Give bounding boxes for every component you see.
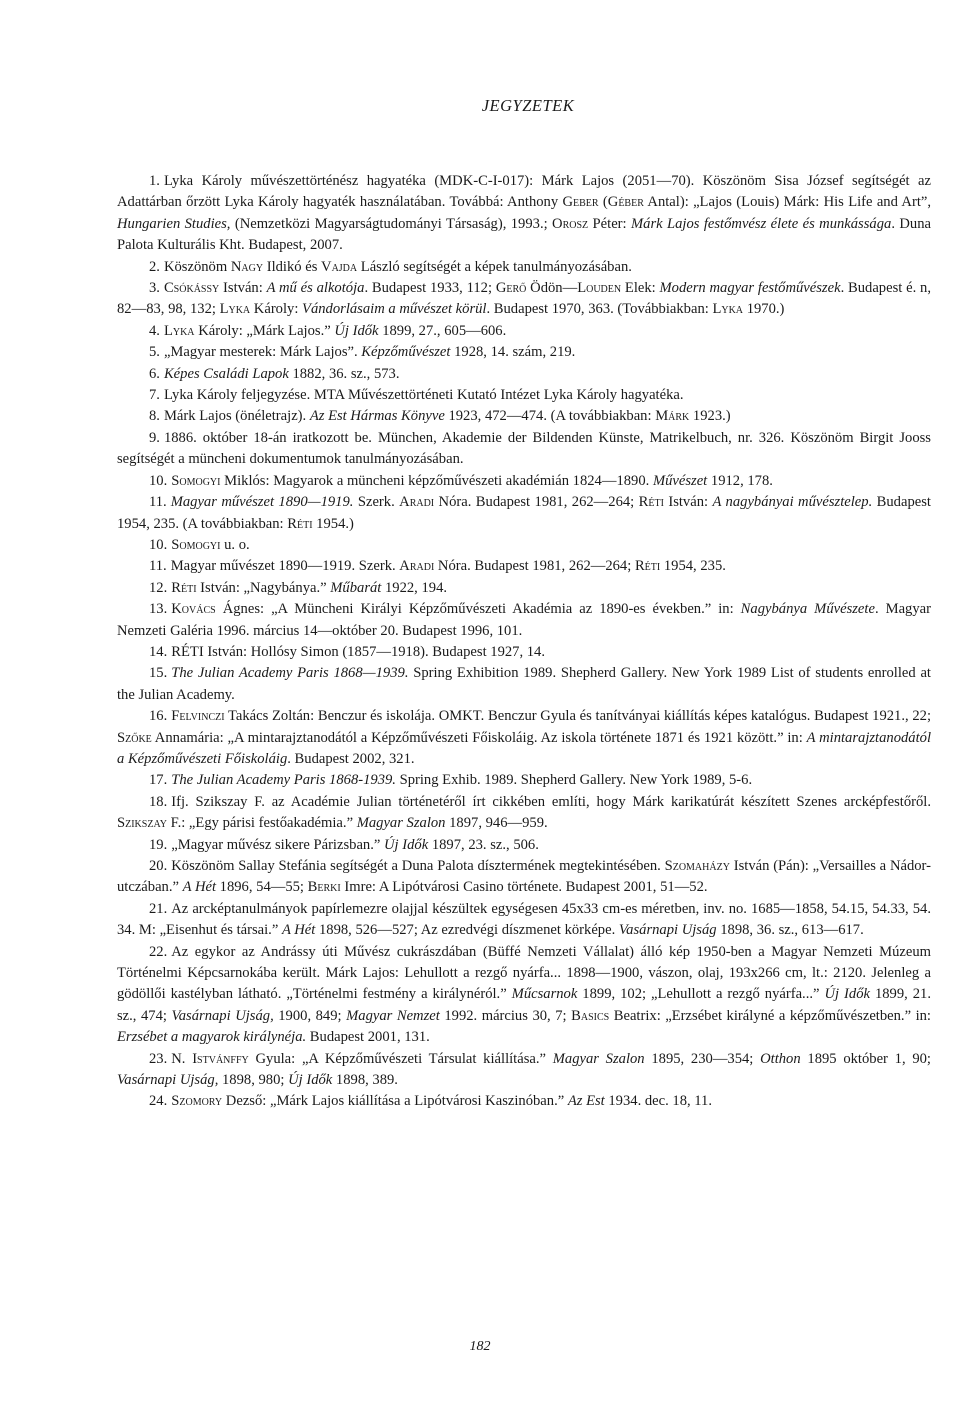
footnote-number: 15.: [149, 665, 168, 682]
footnote-text: Köszönöm Sallay Stefánia segítségét a Duna Palota dísztermének megtekintésében.: [171, 858, 665, 874]
footnote-text: F.: „Egy párisi festőakadémia.”: [166, 815, 357, 832]
author-name: Szikszay: [117, 815, 167, 832]
italic-title: Otthon: [760, 1050, 801, 1067]
footnote: [117, 492, 931, 535]
italic-title: Az Est: [567, 1093, 605, 1110]
footnote-text: Spring Exhibition 1989. Shepherd Gallery. New York 1989 List of students enrolled at the Julian Academy.: [117, 665, 931, 703]
footnote-text: Péter:: [588, 215, 631, 232]
italic-title: Az Est Hármas Könyve: [309, 408, 445, 425]
page-number: 182: [469, 1339, 491, 1354]
footnote-number: 10.: [149, 472, 168, 489]
footnote: [117, 278, 931, 321]
footnote: [117, 321, 931, 342]
footnote: [117, 792, 931, 835]
author-name: Réti: [638, 494, 664, 511]
footnote-text: István: „Nagybánya.”: [196, 579, 331, 596]
footnote: [117, 642, 931, 663]
footnote-text: Elek:: [621, 280, 660, 297]
footnote-text: Ildikó és: [263, 258, 322, 275]
author-name: Réti: [171, 579, 197, 596]
author-name: Kovács: [171, 601, 216, 618]
author-name: Felvinczi: [171, 708, 225, 725]
footnote-number: 18.: [149, 793, 168, 810]
footnote-number: 22.: [149, 943, 168, 960]
footnote-text: 1898, 36. sz., 613—617.: [716, 922, 864, 939]
footnote-text: . Magyar Nemzeti Galéria 1996. március 14—október 20. Budapest 1996, 101.: [117, 601, 931, 639]
footnote: [117, 663, 931, 706]
footnote: [117, 578, 931, 599]
footnote: [117, 385, 931, 406]
footnote-text: . Budapest 2002, 321.: [287, 750, 415, 767]
footnote-text: Márk Lajos (önéletrajz).: [163, 408, 310, 425]
footnote-number: 10.: [149, 536, 168, 553]
footnote-number: 2.: [149, 258, 160, 275]
notes-page: [117, 96, 931, 1113]
author-name: Márk: [655, 408, 690, 425]
author-name: Vajda: [321, 258, 358, 275]
author-name: Szomory: [171, 1093, 223, 1110]
footnote-number: 20.: [149, 858, 168, 874]
author-name: Istvánffy: [192, 1050, 249, 1067]
footnote-text: 1922, 194.: [381, 579, 448, 596]
footnote-text: 1970.): [743, 301, 785, 318]
footnote: [117, 599, 931, 642]
footnote-text: 1895 október 1, 90;: [800, 1050, 931, 1067]
footnote: [117, 471, 931, 492]
author-name: Somogyi: [171, 472, 221, 489]
footnote-text: Szerk.: [353, 494, 400, 511]
italic-title: Műbarát: [330, 579, 382, 596]
footnote-text: Nóra. Budapest 1981, 262—264;: [434, 558, 635, 575]
italic-title: Műcsarnok: [511, 986, 578, 1003]
footnote-number: 19.: [149, 836, 168, 853]
footnote-text: Az egykor az Andrássy úti Művész cukrászdában (Büffé Nemzeti Vállalat) álló kép 1950-ben a Magyar Nemzeti Múzeum Történelmi Képcsarnokába került. Márk Lajos: Lehullott a rezgő nyárfa... 1898—1900, vászon, olaj, 193x266 cm, lt.: 2120. Jelenleg a gödöllői kastélyban látható. „Történelmi festmény a királynéról.”: [117, 943, 931, 1003]
footnote-text: László segítségét a képek tanulmányozásában.: [357, 258, 632, 275]
footnote-number: 4.: [149, 322, 160, 339]
footnote-text: . Budapest 1970, 363. (Továbbiakban:: [486, 301, 713, 318]
footnote-text: Annamária: „A mintarajztanodától a Képzőművészeti Főiskoláig. Az iskola története 1871 és 1921 között.” in:: [151, 729, 807, 746]
footnote-text: Miklós: Magyarok a müncheni képzőművészeti akadémián 1824—1890.: [220, 472, 653, 489]
footnote-text: . Budapest é. n, 82—83, 98, 132;: [117, 280, 931, 318]
footnote-text: Beatrix: „Erzsébet királyné a képzőművészetben.” in:: [609, 1007, 931, 1024]
footnote-text: Lyka Károly feljegyzése. MTA Művészettörténeti Kutató Intézet Lyka Károly hagyatéka.: [163, 387, 684, 404]
italic-title: A mintarajztanodától a Képzőművészeti Főiskoláig: [117, 729, 932, 767]
footnote-text: 1912, 178.: [707, 472, 773, 489]
author-name: Lyka: [219, 301, 251, 318]
footnote-number: 11.: [149, 558, 167, 575]
footnote: [117, 428, 931, 471]
footnote-text: 1898, 526—527; Az ezredvégi díszmenet körképe.: [315, 922, 619, 939]
footnote-text: „Magyar mesterek: Márk Lajos”.: [163, 344, 362, 361]
italic-title: Vasárnapi Ujság: [618, 922, 717, 939]
italic-title: The Julian Academy Paris 1868—1939.: [171, 665, 409, 682]
footnote-text: 1898, 980;: [218, 1072, 289, 1089]
footnote-number: 13.: [149, 601, 168, 618]
footnote-text: Gyula: „A Képzőművészeti Társulat kiállítása.”: [248, 1050, 553, 1067]
footnote-text: Károly:: [250, 301, 303, 318]
author-name: Aradi: [399, 494, 435, 511]
footnote-text: Ágnes: „A Müncheni Királyi Képzőművészeti Akadémia az 1890-es években.” in:: [215, 601, 741, 618]
footnote-text: Dezső: „Márk Lajos kiállítása a Lipótvárosi Kaszinóban.”: [222, 1093, 568, 1110]
footnote-text: 1954.): [312, 515, 354, 532]
author-name: Somogyi: [171, 536, 221, 553]
italic-title: Magyar Szalon: [356, 815, 446, 832]
author-name: Gerő: [495, 280, 527, 297]
footnote-text: 1899, 102; „Lehullott a rezgő nyárfa...”: [577, 986, 825, 1003]
footnote-number: 21.: [149, 900, 168, 917]
footnote: [117, 1091, 931, 1112]
author-name: Louden: [577, 280, 622, 297]
italic-title: Vasárnapi Ujság,: [117, 1072, 219, 1089]
italic-title: Márk Lajos festőmvész élete és munkássága: [631, 215, 892, 232]
footnote-text: Spring Exhib. 1989. Shepherd Gallery. New York 1989, 5-6.: [395, 772, 753, 789]
footnote: [117, 835, 931, 856]
italic-title: Nagybánya Művészete: [740, 601, 875, 618]
footnote-text: 1897, 23. sz., 506.: [428, 836, 539, 853]
footnote-text: Budapest 2001, 131.: [306, 1029, 430, 1046]
footnote-number: 16.: [149, 708, 168, 725]
italic-title: Új Idők: [824, 986, 870, 1003]
author-name: Réti: [634, 558, 661, 575]
footnote-number: 8.: [149, 408, 160, 425]
author-name: Géber: [607, 194, 644, 211]
italic-title: Erzsébet a magyarok királynéja.: [117, 1029, 307, 1046]
footnote-text: 1992. március 30, 7;: [439, 1007, 572, 1024]
footnote-text: Imre: A Lipótvárosi Casino története. Budapest 2001, 51—52.: [340, 879, 708, 896]
footnote-text: István:: [663, 494, 713, 511]
italic-title: Hungarien Studies,: [117, 215, 231, 232]
footnote-text: István:: [219, 280, 267, 297]
footnote-number: 1.: [149, 173, 160, 189]
footnote-number: 11.: [149, 494, 167, 511]
italic-title: Új Idők: [288, 1072, 333, 1089]
footnote: [117, 171, 931, 257]
italic-title: A mű és alkotója: [266, 280, 365, 297]
notes-list: [117, 171, 931, 1113]
footnote-text: 1897, 946—959.: [445, 815, 548, 832]
italic-title: A Hét: [281, 922, 316, 939]
author-name: Csókássy: [163, 280, 220, 297]
footnote-text: Nóra. Budapest 1981, 262—264;: [434, 494, 639, 511]
footnote-number: 12.: [149, 579, 168, 596]
footnote-text: 1898, 389.: [332, 1072, 398, 1089]
footnote-text: Antal): „Lajos (Louis) Márk: His Life and Art”,: [643, 194, 932, 211]
footnote: [117, 706, 931, 770]
footnote-text: Lyka Károly művészettörténész hagyatéka (MDK-C-I-017): Márk Lajos (2051—70). Köszönöm Sisa József segítségét az Adattárban őrzött Lyka Károly hagyaték használatában. Továbbá: Anthony: [117, 173, 931, 211]
footnote-text: Az arcképtanulmányok papírlemezre olajjal készültek egységesen 45x33 cm-es méretben, inv. no. 1685—1858, 54.15, 54.33, 54. 34. M: „Eisenhut és társai.”: [117, 900, 931, 939]
italic-title: A nagybányai művésztelep.: [712, 494, 873, 511]
footnote-text: Takács Zoltán: Benczur és iskolája. OMKT. Benczur Gyula és tanítványai kiállítás képes katalógus. Budapest 1921., 22;: [224, 708, 931, 725]
footnote-text: 1934. dec. 18, 11.: [604, 1093, 713, 1110]
footnote: [117, 856, 931, 899]
footnote-number: 9.: [149, 429, 160, 446]
footnote-text: Károly: „Márk Lajos.”: [194, 322, 335, 339]
footnote: [117, 556, 931, 577]
author-name: Réti: [287, 515, 313, 532]
italic-title: A Hét: [182, 879, 217, 896]
footnote-text: . Budapest 1933, 112;: [364, 280, 496, 297]
footnote-text: 1899, 27., 605—606.: [378, 322, 507, 339]
footnote: [117, 899, 931, 942]
footnote-text: . Duna Palota Kulturális Kht. Budapest, 2007.: [117, 215, 931, 254]
italic-title: Magyar művészet 1890—1919.: [170, 494, 354, 511]
footnote: [117, 364, 931, 385]
italic-title: Magyar Szalon: [552, 1050, 645, 1067]
footnote: [117, 257, 931, 278]
footnote-text: u. o.: [220, 536, 250, 553]
footnote: [117, 1049, 931, 1092]
footnote-text: 1899, 21. sz., 474;: [117, 986, 931, 1024]
footnote-number: 24.: [149, 1093, 168, 1110]
footnote: [117, 942, 931, 1049]
footnote-text: 1882, 36. sz., 573.: [288, 365, 400, 382]
footnote-text: N.: [171, 1050, 193, 1067]
footnote-text: 1923, 472—474. (A továbbiakban:: [444, 408, 656, 425]
author-name: Aradi: [399, 558, 435, 575]
footnote-text: Ödön—: [526, 280, 578, 297]
footnote-number: 14.: [149, 643, 168, 660]
footnote-number: 3.: [149, 280, 160, 297]
footnote-text: 1886. október 18-án iratkozott be. München, Akademie der Bildenden Künste, Matrikelbuch, nr. 326. Köszönöm Birgit Jooss segítségét a müncheni dokumentumok tanulmányozásában.: [117, 429, 931, 468]
italic-title: Vasárnapi Ujság,: [171, 1007, 274, 1024]
italic-title: Képzőművészet: [361, 344, 451, 361]
footnote-text: (: [598, 194, 608, 211]
author-name: Geber: [562, 194, 599, 211]
author-name: Lyka: [163, 322, 195, 339]
footnote-text: Magyar művészet 1890—1919. Szerk.: [170, 558, 400, 575]
author-name: Orosz: [552, 215, 589, 232]
author-name: Basics: [571, 1007, 610, 1024]
author-name: Berki: [307, 879, 341, 896]
footnote: [117, 770, 931, 791]
footnote-text: 1954, 235.: [660, 558, 726, 575]
footnote-number: 7.: [149, 387, 160, 404]
italic-title: Vándorlásaim a művészet körül: [302, 301, 487, 318]
footnote-text: István (Pán): „Versailles a Nádor-utczában.”: [117, 858, 931, 896]
italic-title: Magyar Nemzet: [346, 1007, 440, 1024]
footnote: [117, 342, 931, 363]
footnote-text: Ifj. Szikszay F. az Académie Julian történetéről írt cikkében említi, hogy Márk karikatúrát készített Szenes arcképfestőről.: [171, 793, 931, 810]
author-name: Szőke: [117, 729, 152, 746]
footnote-text: Budapest 1954, 235. (A továbbiakban:: [117, 494, 931, 532]
footnote-text: Köszönöm: [163, 258, 231, 275]
page-title: JEGYZETEK: [481, 96, 575, 115]
author-name: Nagy: [230, 258, 264, 275]
author-name: Lyka: [712, 301, 744, 318]
footnote-text: 1896, 54—55;: [216, 879, 308, 896]
italic-title: Képes Családi Lapok: [163, 365, 289, 382]
footnote-text: (Nemzetközi Magyarságtudományi Társaság), 1993.;: [230, 215, 553, 232]
author-name: Szomaházy: [664, 858, 730, 874]
italic-title: The Julian Academy Paris 1868-1939.: [171, 772, 396, 789]
italic-title: Modern magyar festőművészek: [659, 280, 841, 297]
italic-title: Új Idők: [334, 322, 379, 339]
footnote-number: 6.: [149, 365, 160, 382]
footnote-text: 1900, 849;: [273, 1007, 347, 1024]
footnote-number: 23.: [149, 1050, 168, 1067]
italic-title: Művészet: [652, 472, 708, 489]
footnote: [117, 535, 931, 556]
footnote-text: „Magyar művész sikere Párizsban.”: [171, 836, 384, 853]
footnote-text: 1928, 14. szám, 219.: [450, 344, 576, 361]
footnote-text: 1895, 230—354;: [644, 1050, 761, 1067]
footnote-number: 17.: [149, 772, 168, 789]
italic-title: Új Idők: [384, 836, 429, 853]
footnote: [117, 406, 931, 427]
footnote-text: 1923.): [689, 408, 731, 425]
footnote-number: 5.: [149, 344, 160, 361]
footnote-text: RÉTI István: Hollósy Simon (1857—1918). Budapest 1927, 14.: [171, 643, 545, 660]
